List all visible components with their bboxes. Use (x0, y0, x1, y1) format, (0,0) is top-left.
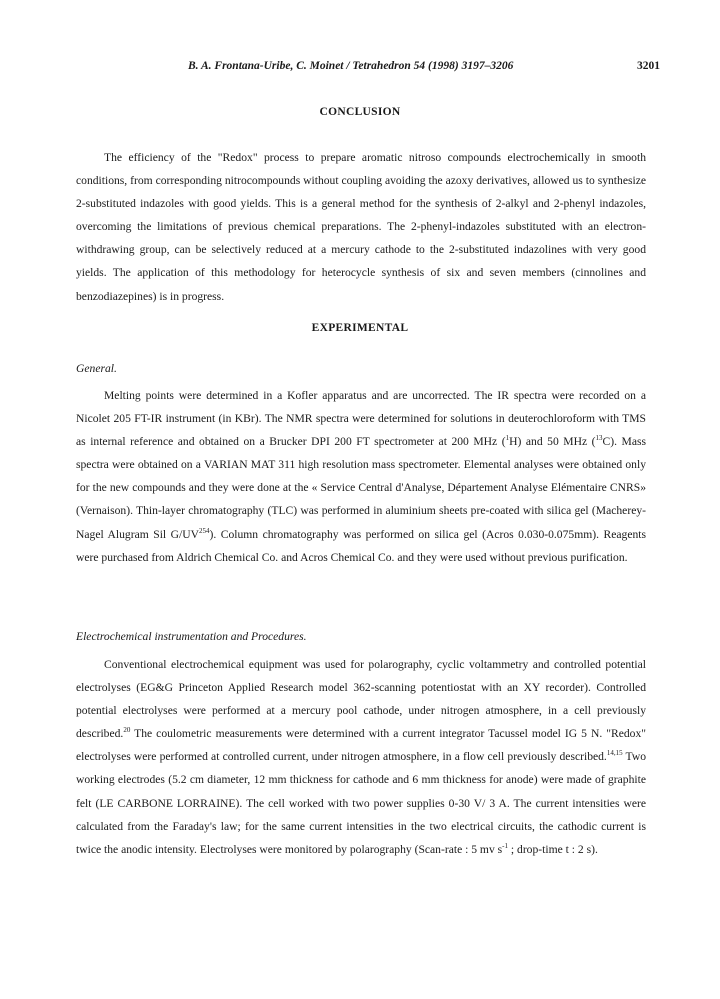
electrochem-text-part: Two working electrodes (5.2 cm diameter, 12 mm thickness for cathode and 6 mm thickness for anode) were made of graphite felt (LE CARBONE LORRAINE). The cell worked with two power supplies 0-30 V/ 3 A. The current intensities were calculated from the Faraday's law; for the same current intensities in the two electrical circuits, the cathodic current is twice the anodic intensity. Electrolyses were monitored by polarography (Scan-rate : 5 mv s (76, 750, 646, 856)
conclusion-text: The efficiency of the "Redox" process to prepare aromatic nitroso compounds electrochemically in smooth conditions, from corresponding nitrocompounds without coupling avoiding the azoxy derivatives, allowed us to synthesize 2-substituted indazoles with good yields. This is a general method for the synthesis of 2-alkyl and 2-phenyl indazoles, overcoming the limitations of previous chemical preparations. The 2-phenyl-indazoles substituted with an electron-withdrawing group, can be selectively reduced at a mercury cathode to the 2-substituted indazolines with very good yields. The application of this methodology for heterocycle synthesis of six and seven members (cinnolines and benzodiazepines) is in progress. (76, 151, 646, 303)
electrochem-text-part: ; drop-time t : 2 s). (508, 842, 598, 856)
superscript: -1 (502, 841, 508, 850)
electrochem-text (76, 653, 646, 861)
electrochem-paragraph (76, 653, 646, 861)
general-paragraph (76, 384, 646, 569)
conclusion-paragraph (76, 146, 646, 308)
general-text-part: C). Mass spectra were obtained on a VARIAN MAT 311 high resolution mass spectrometer. Elemental analyses were obtained only for the new compounds and they were done at the « Service Central d'Analyse, Département Analyse Elémentaire CNRS» (Vernaison). Thin-layer chromatography (TLC) was performed in aluminium sheets pre-coated with silica gel (Macherey-Nagel Alugram Sil G/UV (76, 435, 647, 541)
conclusion-heading: CONCLUSION (319, 106, 401, 118)
general-text-part: ). Column chromatography was performed on silica gel (Acros 0.030-0.075mm). Reagents were purchased from Aldrich Chemical Co. and Acros Chemical Co. and they were used without previous purification. (76, 527, 646, 564)
superscript: 13 (595, 434, 603, 443)
superscript: 254 (198, 526, 210, 535)
running-head: B. A. Frontana-Uribe, C. Moinet / Tetrahedron 54 (1998) 3197–3206 (188, 60, 514, 72)
general-text-part: Melting points were determined in a Kofler apparatus and are uncorrected. The IR spectra were recorded on a Nicolet 205 FT-IR instrument (in KBr). The NMR spectra were determined for solutions in deuterochloroform with TMS as internal reference and obtained on a Brucker DPI 200 FT spectrometer at 200 MHz ( (76, 389, 646, 449)
superscript: 1 (505, 434, 510, 443)
experimental-heading: EXPERIMENTAL (311, 322, 409, 334)
electrochem-text-part: The coulometric measurements were determined with a current integrator Tacussel model IG 5 N. "Redox" electrolyses were performed at controlled current, under nitrogen atmosphere, in a flow cell previously described. (76, 727, 646, 764)
page-number: 3201 (637, 60, 660, 72)
electrochem-subheading: Electrochemical instrumentation and Procedures. (76, 630, 307, 643)
general-text (76, 384, 646, 569)
superscript: 14,15 (606, 749, 623, 758)
general-text-part: H) and 50 MHz ( (509, 435, 596, 449)
superscript: 20 (123, 726, 131, 735)
general-subheading: General. (76, 362, 117, 375)
electrochem-text-part: Conventional electrochemical equipment was used for polarography, cyclic voltammetry and controlled potential electrolyses (EG&G Princeton Applied Research model 362-scanning potentiostat with an XY recorder). Controlled potential electrolyses were performed at a mercury pool cathode, under nitrogen atmosphere, in a cell previously described. (76, 658, 646, 741)
